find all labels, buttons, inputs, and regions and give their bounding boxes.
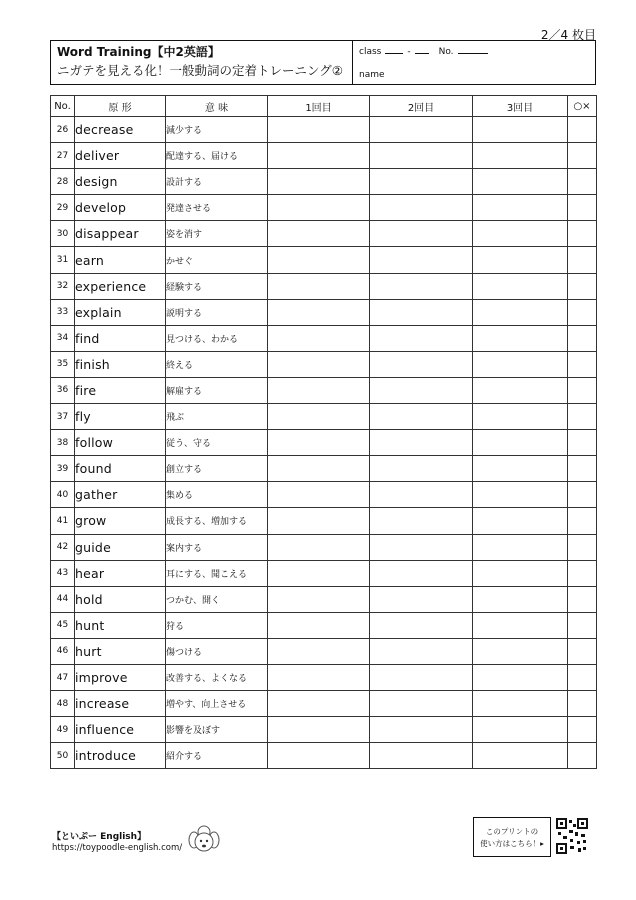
row-number: 49 bbox=[51, 717, 75, 743]
how-to-use-link[interactable] bbox=[473, 817, 551, 857]
row-try2-cell[interactable] bbox=[370, 586, 473, 612]
row-word: disappear bbox=[75, 221, 166, 247]
word-table bbox=[50, 95, 597, 769]
row-try2-cell[interactable] bbox=[370, 377, 473, 403]
row-meaning: 狩る bbox=[166, 612, 268, 638]
row-word: improve bbox=[75, 664, 166, 690]
row-try3-cell[interactable] bbox=[473, 586, 568, 612]
row-word: fire bbox=[75, 377, 166, 403]
table-row bbox=[51, 299, 597, 325]
row-try2-cell[interactable] bbox=[370, 664, 473, 690]
row-try3-cell[interactable] bbox=[473, 404, 568, 430]
row-meaning: 発達させる bbox=[166, 195, 268, 221]
row-number: 44 bbox=[51, 586, 75, 612]
row-try2-cell[interactable] bbox=[370, 638, 473, 664]
row-check-cell[interactable] bbox=[568, 717, 597, 743]
qr-code-icon[interactable] bbox=[556, 818, 588, 854]
class-room-blank[interactable] bbox=[415, 44, 429, 54]
row-word: fly bbox=[75, 404, 166, 430]
header-word: 原 形 bbox=[75, 96, 166, 117]
row-check-cell[interactable] bbox=[568, 404, 597, 430]
row-try1-cell[interactable] bbox=[268, 508, 370, 534]
row-number: 33 bbox=[51, 299, 75, 325]
row-word: develop bbox=[75, 195, 166, 221]
row-try1-cell[interactable] bbox=[268, 377, 370, 403]
row-word: hunt bbox=[75, 612, 166, 638]
header-try3: 3回目 bbox=[473, 96, 568, 117]
table-row bbox=[51, 638, 597, 664]
row-word: decrease bbox=[75, 117, 166, 143]
row-try1-cell[interactable] bbox=[268, 169, 370, 195]
row-number: 41 bbox=[51, 508, 75, 534]
table-row bbox=[51, 430, 597, 456]
row-check-cell[interactable] bbox=[568, 664, 597, 690]
row-number: 29 bbox=[51, 195, 75, 221]
table-row bbox=[51, 143, 597, 169]
row-word: hold bbox=[75, 586, 166, 612]
row-word: influence bbox=[75, 717, 166, 743]
row-try2-cell[interactable] bbox=[370, 247, 473, 273]
row-try2-cell[interactable] bbox=[370, 325, 473, 351]
row-check-cell[interactable] bbox=[568, 247, 597, 273]
row-try3-cell[interactable] bbox=[473, 117, 568, 143]
row-word: grow bbox=[75, 508, 166, 534]
row-try1-cell[interactable] bbox=[268, 612, 370, 638]
row-meaning: 増やす、向上させる bbox=[166, 691, 268, 717]
row-try2-cell[interactable] bbox=[370, 691, 473, 717]
row-try2-cell[interactable] bbox=[370, 560, 473, 586]
row-word: follow bbox=[75, 430, 166, 456]
header-no: No. bbox=[51, 96, 75, 117]
row-try1-cell[interactable] bbox=[268, 586, 370, 612]
table-row bbox=[51, 743, 597, 769]
row-number: 32 bbox=[51, 273, 75, 299]
row-number: 37 bbox=[51, 404, 75, 430]
table-row bbox=[51, 664, 597, 690]
row-try3-cell[interactable] bbox=[473, 638, 568, 664]
row-meaning: 減少する bbox=[166, 117, 268, 143]
row-try1-cell[interactable] bbox=[268, 691, 370, 717]
row-try1-cell[interactable] bbox=[268, 351, 370, 377]
worksheet-title: Word Training【中2英語】 bbox=[57, 45, 220, 59]
row-check-cell[interactable] bbox=[568, 325, 597, 351]
row-word: finish bbox=[75, 351, 166, 377]
row-meaning: 従う、守る bbox=[166, 430, 268, 456]
row-try2-cell[interactable] bbox=[370, 117, 473, 143]
row-meaning: 集める bbox=[166, 482, 268, 508]
student-number-blank[interactable] bbox=[458, 44, 488, 54]
row-check-cell[interactable] bbox=[568, 534, 597, 560]
row-meaning: 終える bbox=[166, 351, 268, 377]
page-indicator: 2／4 枚目 bbox=[540, 28, 596, 42]
row-check-cell[interactable] bbox=[568, 612, 597, 638]
row-check-cell[interactable] bbox=[568, 143, 597, 169]
row-number: 28 bbox=[51, 169, 75, 195]
row-meaning: 影響を及ぼす bbox=[166, 717, 268, 743]
name-label: name bbox=[359, 70, 385, 80]
row-meaning: 耳にする、聞こえる bbox=[166, 560, 268, 586]
row-try2-cell[interactable] bbox=[370, 717, 473, 743]
row-word: hurt bbox=[75, 638, 166, 664]
row-number: 27 bbox=[51, 143, 75, 169]
row-try2-cell[interactable] bbox=[370, 482, 473, 508]
header-try1: 1回目 bbox=[268, 96, 370, 117]
row-try3-cell[interactable] bbox=[473, 508, 568, 534]
row-try3-cell[interactable] bbox=[473, 221, 568, 247]
row-check-cell[interactable] bbox=[568, 743, 597, 769]
row-number: 31 bbox=[51, 247, 75, 273]
row-try1-cell[interactable] bbox=[268, 325, 370, 351]
row-meaning: 配達する、届ける bbox=[166, 143, 268, 169]
row-check-cell[interactable] bbox=[568, 273, 597, 299]
row-number: 36 bbox=[51, 377, 75, 403]
row-try3-cell[interactable] bbox=[473, 299, 568, 325]
row-word: guide bbox=[75, 534, 166, 560]
row-number: 35 bbox=[51, 351, 75, 377]
table-row bbox=[51, 221, 597, 247]
poodle-icon bbox=[186, 823, 222, 857]
row-meaning: つかむ、開く bbox=[166, 586, 268, 612]
class-grade-blank[interactable] bbox=[385, 44, 403, 54]
student-info-area bbox=[353, 41, 595, 84]
row-try1-cell[interactable] bbox=[268, 247, 370, 273]
row-check-cell[interactable] bbox=[568, 638, 597, 664]
row-try2-cell[interactable] bbox=[370, 169, 473, 195]
row-try1-cell[interactable] bbox=[268, 717, 370, 743]
footer-brand: 【といぷー English】 bbox=[52, 832, 147, 842]
row-check-cell[interactable] bbox=[568, 482, 597, 508]
row-check-cell[interactable] bbox=[568, 456, 597, 482]
footer-url[interactable]: https://toypoodle-english.com/ bbox=[52, 843, 183, 853]
row-try1-cell[interactable] bbox=[268, 221, 370, 247]
row-try3-cell[interactable] bbox=[473, 612, 568, 638]
row-try1-cell[interactable] bbox=[268, 430, 370, 456]
row-try2-cell[interactable] bbox=[370, 534, 473, 560]
row-try2-cell[interactable] bbox=[370, 299, 473, 325]
row-check-cell[interactable] bbox=[568, 117, 597, 143]
row-word: find bbox=[75, 325, 166, 351]
header-meaning: 意 味 bbox=[166, 96, 268, 117]
row-try3-cell[interactable] bbox=[473, 430, 568, 456]
table-row bbox=[51, 482, 597, 508]
row-check-cell[interactable] bbox=[568, 221, 597, 247]
row-try1-cell[interactable] bbox=[268, 638, 370, 664]
row-try2-cell[interactable] bbox=[370, 351, 473, 377]
row-try1-cell[interactable] bbox=[268, 456, 370, 482]
row-number: 48 bbox=[51, 691, 75, 717]
row-try1-cell[interactable] bbox=[268, 743, 370, 769]
table-row bbox=[51, 117, 597, 143]
row-try2-cell[interactable] bbox=[370, 456, 473, 482]
table-row bbox=[51, 351, 597, 377]
row-try2-cell[interactable] bbox=[370, 430, 473, 456]
row-meaning: 経験する bbox=[166, 273, 268, 299]
row-check-cell[interactable] bbox=[568, 430, 597, 456]
worksheet-subtitle: ニガテを見える化！一般動詞の定着トレーニング② bbox=[57, 63, 343, 78]
table-row bbox=[51, 247, 597, 273]
row-word: explain bbox=[75, 299, 166, 325]
row-try3-cell[interactable] bbox=[473, 456, 568, 482]
row-meaning: 飛ぶ bbox=[166, 404, 268, 430]
row-try2-cell[interactable] bbox=[370, 143, 473, 169]
row-word: increase bbox=[75, 691, 166, 717]
row-try2-cell[interactable] bbox=[370, 273, 473, 299]
row-try1-cell[interactable] bbox=[268, 404, 370, 430]
row-meaning: 姿を消す bbox=[166, 221, 268, 247]
row-number: 46 bbox=[51, 638, 75, 664]
row-number: 34 bbox=[51, 325, 75, 351]
row-meaning: 紹介する bbox=[166, 743, 268, 769]
row-try3-cell[interactable] bbox=[473, 247, 568, 273]
row-try3-cell[interactable] bbox=[473, 534, 568, 560]
row-try1-cell[interactable] bbox=[268, 143, 370, 169]
row-meaning: 改善する、よくなる bbox=[166, 664, 268, 690]
row-word: deliver bbox=[75, 143, 166, 169]
row-check-cell[interactable] bbox=[568, 169, 597, 195]
row-check-cell[interactable] bbox=[568, 560, 597, 586]
row-word: experience bbox=[75, 273, 166, 299]
row-check-cell[interactable] bbox=[568, 299, 597, 325]
row-number: 30 bbox=[51, 221, 75, 247]
row-try3-cell[interactable] bbox=[473, 143, 568, 169]
row-meaning: 傷つける bbox=[166, 638, 268, 664]
row-try1-cell[interactable] bbox=[268, 534, 370, 560]
help-line-1: このプリントの bbox=[485, 827, 539, 836]
table-row bbox=[51, 195, 597, 221]
row-number: 26 bbox=[51, 117, 75, 143]
row-number: 40 bbox=[51, 482, 75, 508]
row-meaning: 成長する、増加する bbox=[166, 508, 268, 534]
table-row bbox=[51, 534, 597, 560]
table-header-row bbox=[51, 96, 597, 117]
row-meaning: 設計する bbox=[166, 169, 268, 195]
row-try3-cell[interactable] bbox=[473, 195, 568, 221]
row-try3-cell[interactable] bbox=[473, 351, 568, 377]
row-word: earn bbox=[75, 247, 166, 273]
row-check-cell[interactable] bbox=[568, 586, 597, 612]
row-number: 45 bbox=[51, 612, 75, 638]
table-row bbox=[51, 560, 597, 586]
row-try1-cell[interactable] bbox=[268, 195, 370, 221]
row-try2-cell[interactable] bbox=[370, 221, 473, 247]
table-row bbox=[51, 456, 597, 482]
table-row bbox=[51, 508, 597, 534]
row-check-cell[interactable] bbox=[568, 195, 597, 221]
row-try1-cell[interactable] bbox=[268, 664, 370, 690]
row-try3-cell[interactable] bbox=[473, 325, 568, 351]
row-try1-cell[interactable] bbox=[268, 299, 370, 325]
row-try3-cell[interactable] bbox=[473, 691, 568, 717]
row-number: 50 bbox=[51, 743, 75, 769]
row-try2-cell[interactable] bbox=[370, 404, 473, 430]
no-label: No. bbox=[438, 47, 454, 57]
row-try2-cell[interactable] bbox=[370, 195, 473, 221]
row-number: 39 bbox=[51, 456, 75, 482]
table-row bbox=[51, 169, 597, 195]
row-try3-cell[interactable] bbox=[473, 377, 568, 403]
row-number: 47 bbox=[51, 664, 75, 690]
help-line-2: 使い方はこちら！▸ bbox=[480, 839, 544, 848]
row-try3-cell[interactable] bbox=[473, 717, 568, 743]
row-word: hear bbox=[75, 560, 166, 586]
row-try3-cell[interactable] bbox=[473, 664, 568, 690]
row-try3-cell[interactable] bbox=[473, 273, 568, 299]
row-word: design bbox=[75, 169, 166, 195]
row-number: 42 bbox=[51, 534, 75, 560]
header-box bbox=[50, 40, 596, 85]
row-number: 43 bbox=[51, 560, 75, 586]
row-check-cell[interactable] bbox=[568, 377, 597, 403]
row-try2-cell[interactable] bbox=[370, 508, 473, 534]
row-try3-cell[interactable] bbox=[473, 743, 568, 769]
row-try1-cell[interactable] bbox=[268, 117, 370, 143]
table-row bbox=[51, 273, 597, 299]
table-row bbox=[51, 691, 597, 717]
row-meaning: 創立する bbox=[166, 456, 268, 482]
row-try3-cell[interactable] bbox=[473, 482, 568, 508]
row-word: introduce bbox=[75, 743, 166, 769]
row-check-cell[interactable] bbox=[568, 508, 597, 534]
header-try2: 2回目 bbox=[370, 96, 473, 117]
row-word: gather bbox=[75, 482, 166, 508]
table-row bbox=[51, 377, 597, 403]
row-meaning: 説明する bbox=[166, 299, 268, 325]
table-row bbox=[51, 717, 597, 743]
row-try2-cell[interactable] bbox=[370, 612, 473, 638]
row-meaning: 案内する bbox=[166, 534, 268, 560]
row-check-cell[interactable] bbox=[568, 691, 597, 717]
header-title-area bbox=[51, 41, 353, 84]
row-try2-cell[interactable] bbox=[370, 743, 473, 769]
row-try3-cell[interactable] bbox=[473, 169, 568, 195]
row-number: 38 bbox=[51, 430, 75, 456]
table-row bbox=[51, 586, 597, 612]
row-check-cell[interactable] bbox=[568, 351, 597, 377]
row-try1-cell[interactable] bbox=[268, 482, 370, 508]
row-meaning: 解雇する bbox=[166, 377, 268, 403]
table-row bbox=[51, 404, 597, 430]
row-meaning: 見つける、わかる bbox=[166, 325, 268, 351]
row-meaning: かせぐ bbox=[166, 247, 268, 273]
row-word: found bbox=[75, 456, 166, 482]
row-try1-cell[interactable] bbox=[268, 560, 370, 586]
table-row bbox=[51, 325, 597, 351]
row-try3-cell[interactable] bbox=[473, 560, 568, 586]
class-label: class bbox=[359, 47, 382, 57]
row-try1-cell[interactable] bbox=[268, 273, 370, 299]
class-separator: - bbox=[407, 47, 411, 57]
table-row bbox=[51, 612, 597, 638]
header-check: ○× bbox=[568, 96, 597, 117]
